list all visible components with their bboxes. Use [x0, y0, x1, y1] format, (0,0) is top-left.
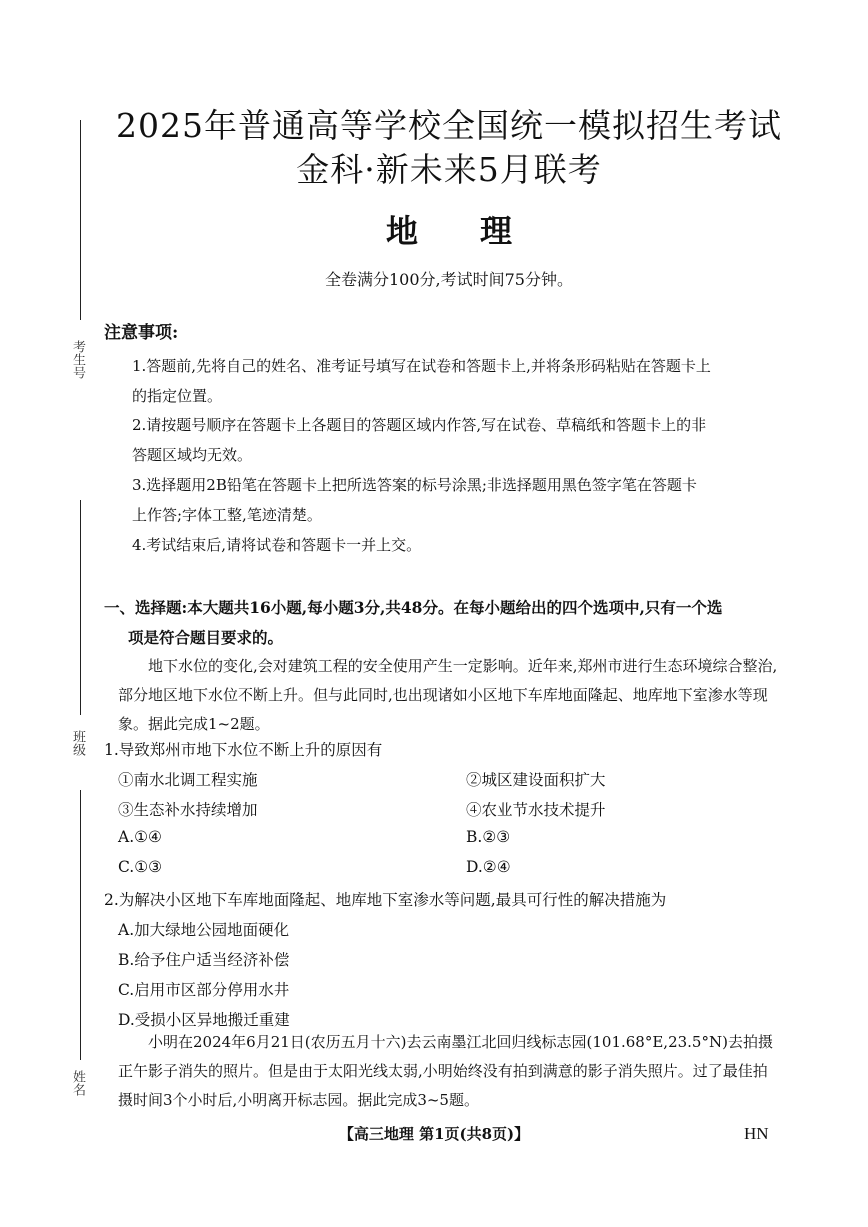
statement-2: ②城区建设面积扩大	[466, 771, 606, 789]
question-2: 2.为解决小区地下车库地面隆起、地库地下室渗水等问题,最具可行性的解决措施为	[104, 891, 667, 909]
notice-heading: 注意事项:	[104, 323, 179, 343]
material-stem: 地下水位的变化,会对建筑工程的安全使用产生一定影响。近年来,郑州市进行生态环境综合整治,部分地区地下水位不断上升。但与此同时,也出现诸如小区地下车库地面隆起、地库地下室渗水等现象。据此完成1~2题。	[118, 657, 778, 733]
notice-item-line: 3.选择题用2B铅笔在答题卡上把所选答案的标号涂黑;非选择题用黑色签字笔在答题卡	[132, 476, 697, 494]
option-a: A.加大绿地公园地面硬化	[118, 921, 290, 939]
option-a: A.①④	[118, 828, 162, 846]
binding-line	[80, 120, 81, 320]
statement-4: ④农业节水技术提升	[466, 801, 606, 819]
subject-title: 地理	[385, 212, 574, 250]
page-footer: 【高三地理 第1页(共8页)】	[338, 1125, 530, 1143]
notice-item-line: 上作答;字体工整,笔迹清楚。	[132, 506, 322, 524]
margin-label-exam-number: 考生号	[70, 340, 85, 379]
notice-item-line: 1.答题前,先将自己的姓名、准考证号填写在试卷和答题卡上,并将条形码粘贴在答题卡上	[132, 357, 711, 375]
exam-title: 2025年普通高等学校全国统一模拟招生考试	[116, 106, 782, 145]
material-stem: 小明在2024年6月21日(农历五月十六)去云南墨江北回归线标志园(101.68°E,23.5°N)去拍摄正午影子消失的照片。但是由于太阳光线太弱,小明始终没有拍到满意的影子消失照片。过了最佳拍摄时间3个小时后,小明离开标志园。据此完成3~5题。	[118, 1033, 773, 1109]
notice-item	[132, 410, 782, 470]
exam-subtitle: 金科·新未来5月联考	[296, 150, 602, 189]
notice-item	[132, 530, 782, 560]
notice-item-line: 4.考试结束后,请将试卷和答题卡一并上交。	[132, 536, 422, 554]
section-heading	[104, 593, 784, 653]
statement-3: ③生态补水持续增加	[118, 801, 258, 819]
option-b: B.②③	[466, 828, 511, 846]
option-b: B.给予住户适当经济补偿	[118, 951, 290, 969]
option-c: C.①③	[118, 858, 163, 876]
binding-line	[80, 500, 81, 715]
option-d: D.②④	[466, 858, 511, 876]
notice-item-line: 答题区域均无效。	[132, 446, 253, 464]
margin-label-class: 班级	[70, 730, 85, 756]
statement-1: ①南水北调工程实施	[118, 771, 258, 789]
region-code: HN	[744, 1124, 769, 1143]
option-c: C.启用市区部分停用水井	[118, 981, 290, 999]
option-d: D.受损小区异地搬迁重建	[118, 1011, 290, 1029]
question-1: 1.导致郑州市地下水位不断上升的原因有	[104, 741, 383, 759]
notice-item	[132, 351, 782, 411]
full-mark-note: 全卷满分100分,考试时间75分钟。	[325, 270, 573, 289]
binding-line	[80, 790, 81, 1060]
margin-label-name: 姓名	[70, 1070, 85, 1096]
notice-item	[132, 470, 782, 530]
notice-item-line: 2.请按题号顺序在答题卡上各题目的答题区域内作答,写在试卷、草稿纸和答题卡上的非	[132, 416, 707, 434]
notice-item-line: 的指定位置。	[132, 387, 223, 405]
section-heading-line: 项是符合题目要求的。	[128, 628, 284, 647]
section-heading-line: 一、选择题:本大题共16小题,每小题3分,共48分。在每小题给出的四个选项中,只有一个选	[104, 598, 723, 617]
